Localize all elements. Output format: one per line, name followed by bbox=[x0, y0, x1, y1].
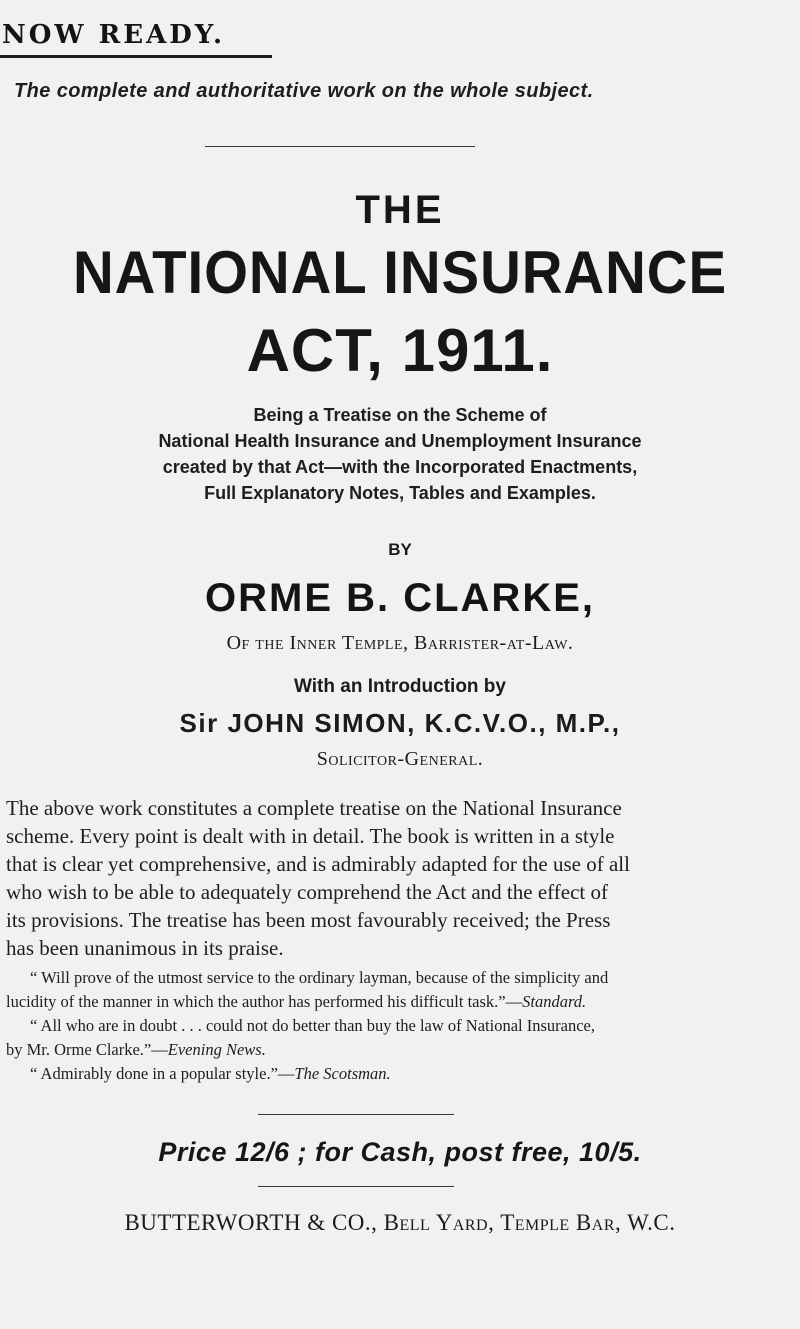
subtitle bbox=[0, 402, 800, 506]
review-source: The Scotsman. bbox=[294, 1064, 391, 1083]
review-line: “ Admirably done in a popular style.”—The Scotsman. bbox=[30, 1064, 391, 1083]
introduction-label: With an Introduction by bbox=[294, 676, 506, 697]
now-ready-banner: NOW READY. bbox=[2, 20, 226, 50]
subtitle-line: Being a Treatise on the Scheme of bbox=[253, 405, 547, 425]
author-name: ORME B. CLARKE, bbox=[205, 576, 595, 620]
author-affiliation: Of the Inner Temple, Barrister-at-Law. bbox=[226, 632, 574, 654]
introduction-author: Sir JOHN SIMON, K.C.V.O., M.P., bbox=[179, 708, 621, 738]
review-line: “ All who are in doubt . . . could not do better than buy the law of National Insurance, bbox=[30, 1016, 595, 1035]
divider bbox=[258, 1114, 454, 1115]
price: Price 12/6 ; for Cash, post free, 10/5. bbox=[158, 1137, 642, 1167]
subtitle-line: created by that Act—with the Incorporated Enactments, bbox=[162, 457, 638, 477]
publisher-address: Bell Yard, Temple Bar, W.C. bbox=[383, 1210, 676, 1235]
paragraph-line: who wish to be able to adequately comprehend the Act and the effect of bbox=[6, 880, 608, 904]
publisher-name: BUTTERWORTH & CO., bbox=[124, 1210, 378, 1235]
paragraph-line: that is clear yet comprehensive, and is admirably adapted for the use of all bbox=[6, 852, 630, 876]
review-line: lucidity of the manner in which the author has performed his difficult task.”—Standard. bbox=[6, 992, 587, 1011]
tagline: The complete and authoritative work on the whole subject. bbox=[14, 80, 594, 102]
paragraph-line: scheme. Every point is dealt with in detail. The book is written in a style bbox=[6, 824, 615, 848]
banner-underline bbox=[0, 55, 272, 58]
introduction-role: Solicitor-General. bbox=[316, 748, 484, 770]
publisher bbox=[0, 1210, 800, 1236]
by-label: BY bbox=[388, 540, 412, 559]
review-source: Evening News. bbox=[167, 1040, 266, 1059]
title-main: NATIONAL INSURANCE bbox=[72, 239, 728, 306]
paragraph-line: its provisions. The treatise has been most favourably received; the Press bbox=[6, 908, 611, 932]
review-line: by Mr. Orme Clarke.”—Evening News. bbox=[6, 1040, 266, 1059]
title-the: THE bbox=[355, 188, 445, 232]
description-paragraph bbox=[6, 794, 792, 962]
paragraph-line: has been unanimous in its praise. bbox=[6, 936, 284, 960]
paragraph-line: The above work constitutes a complete treatise on the National Insurance bbox=[6, 796, 622, 820]
review-line: “ Will prove of the utmost service to the ordinary layman, because of the simplicity and bbox=[30, 968, 609, 987]
divider bbox=[258, 1186, 454, 1187]
subtitle-line: National Health Insurance and Unemployment Insurance bbox=[158, 431, 642, 451]
press-reviews bbox=[6, 966, 792, 1086]
subtitle-line: Full Explanatory Notes, Tables and Examples. bbox=[204, 483, 596, 503]
title-act: ACT, 1911. bbox=[246, 317, 554, 384]
divider bbox=[205, 146, 475, 147]
review-source: Standard. bbox=[522, 992, 587, 1011]
